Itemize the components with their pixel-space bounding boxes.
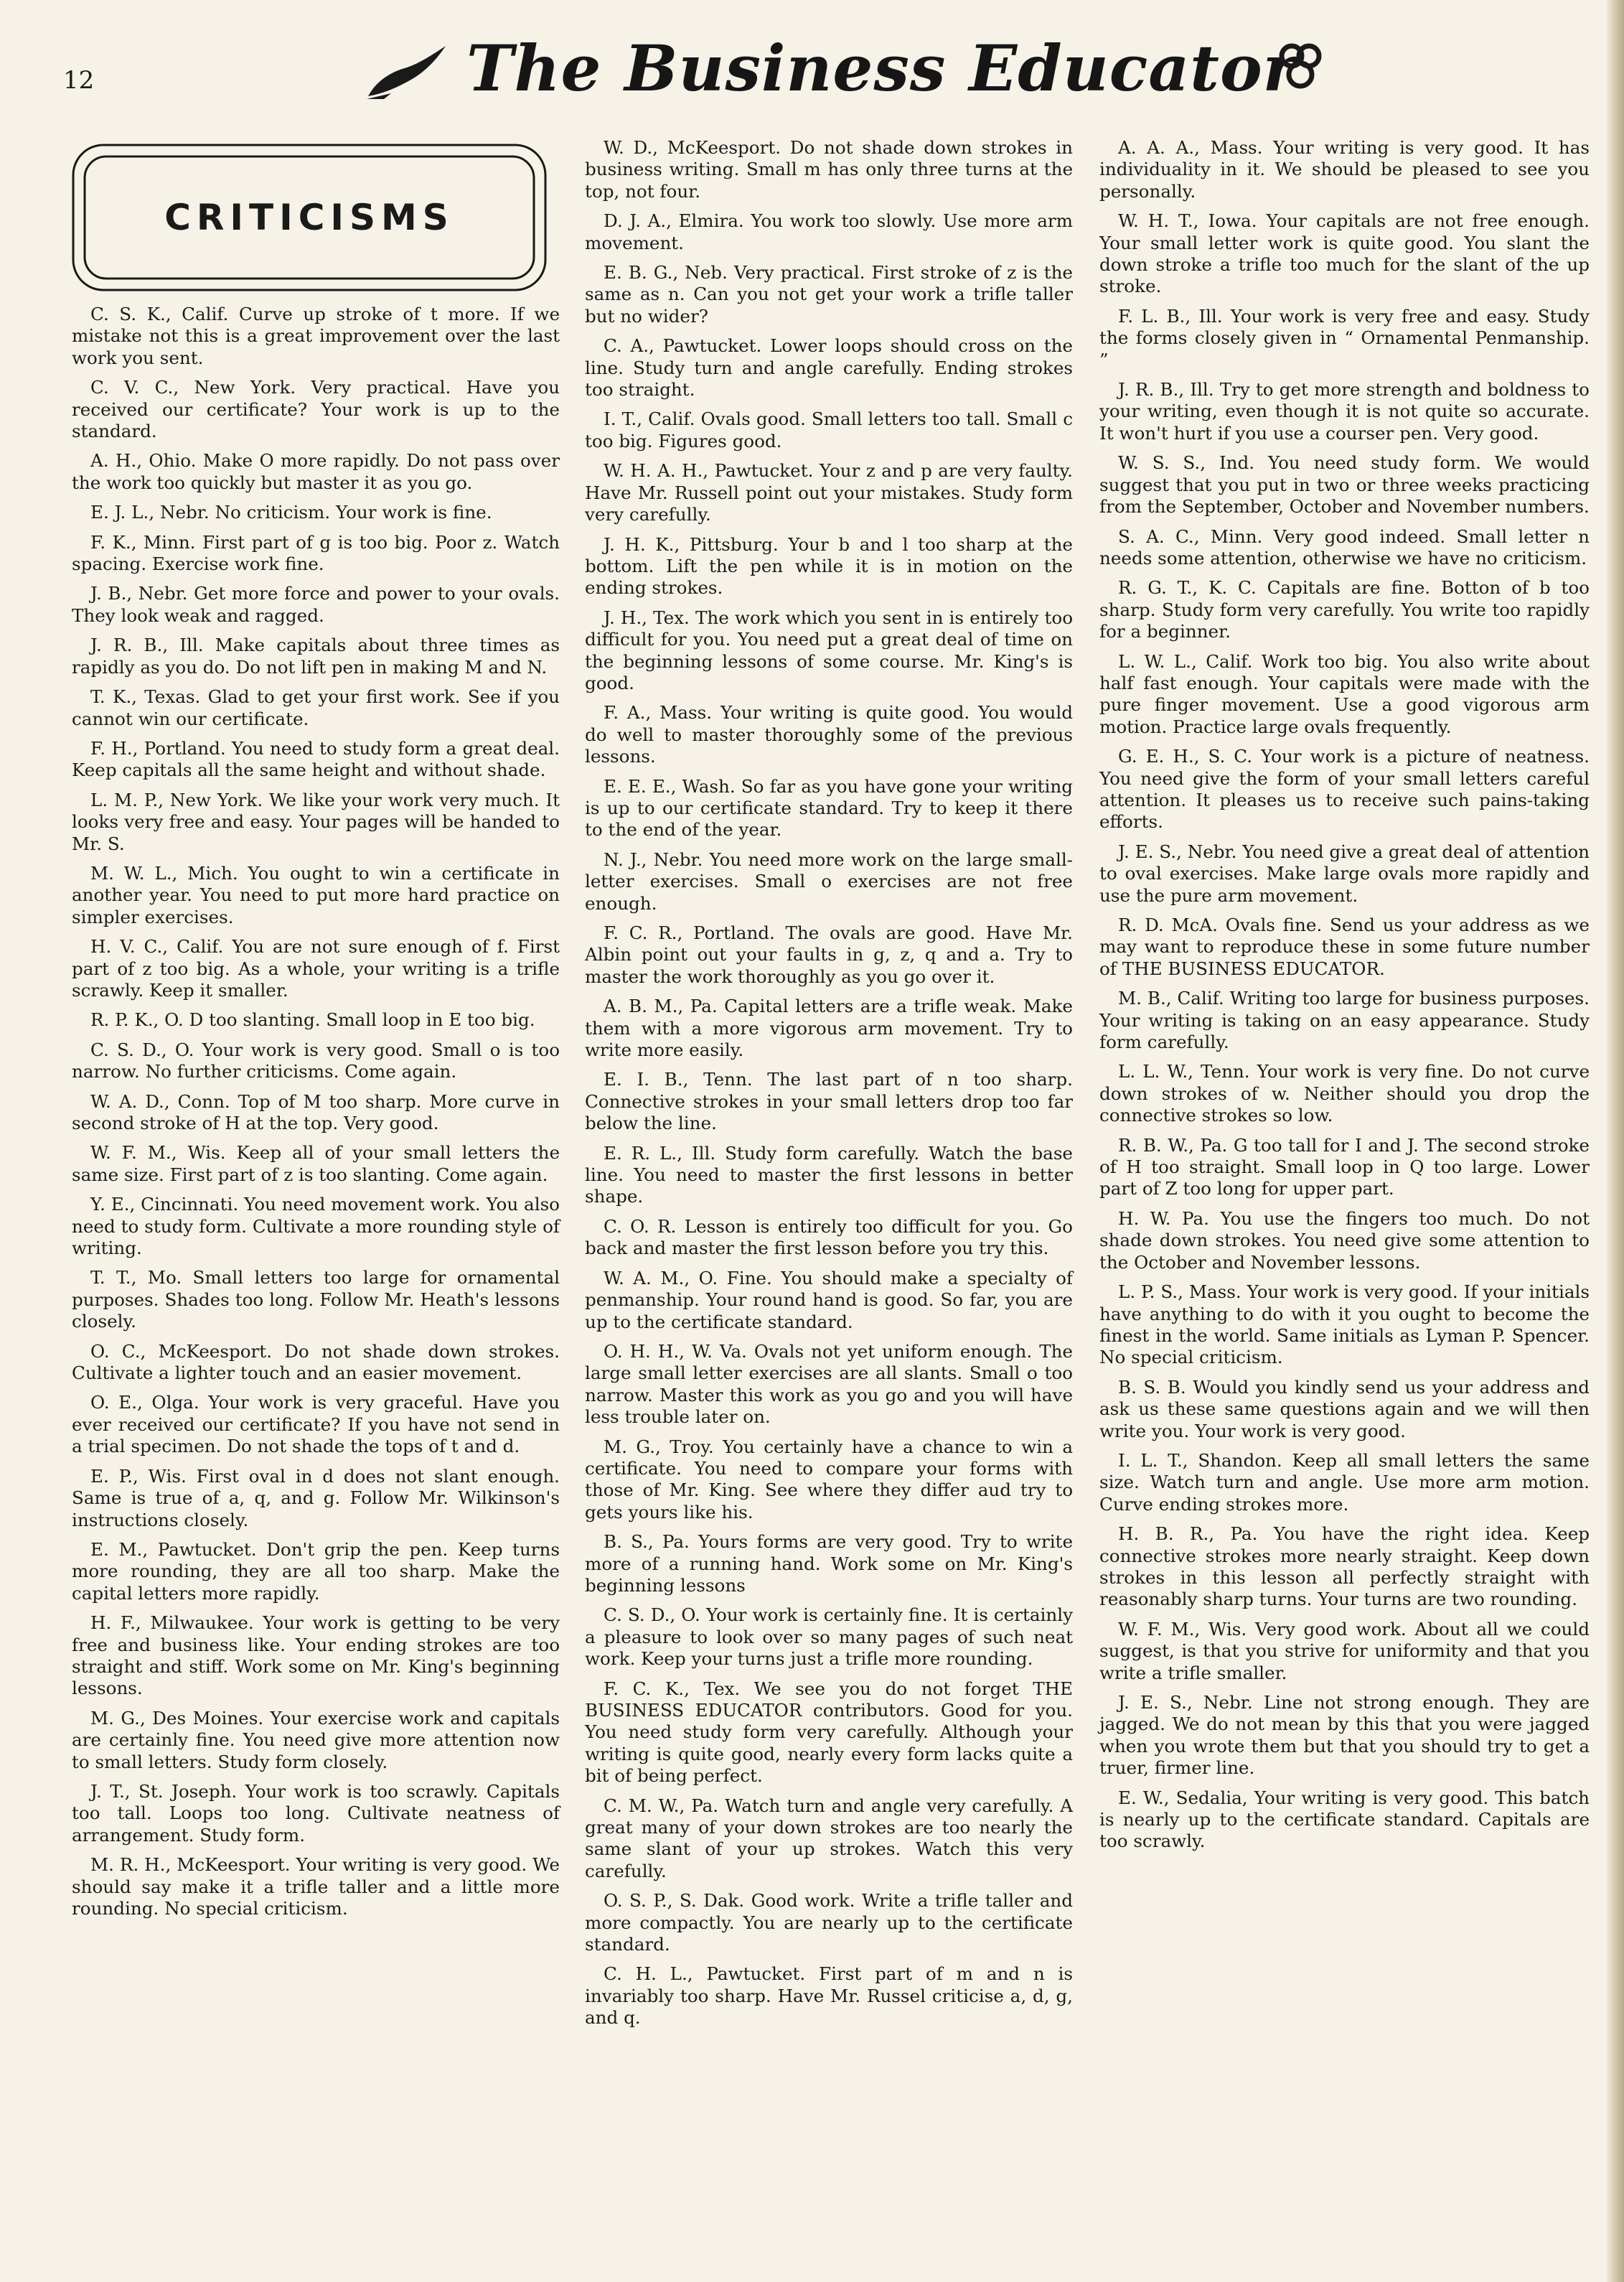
criticism-entry: T. T., Mo. Small letters too large for ornamental purposes. Shades too long. Follow Mr. Heath's lessons closely. bbox=[72, 1267, 560, 1332]
criticism-entry: C. V. C., New York. Very practical. Have you received our certificate? Your work is up to the standard. bbox=[72, 377, 560, 442]
criticism-entry: F. H., Portland. You need to study form a great deal. Keep capitals all the same height and without shade. bbox=[72, 737, 560, 781]
criticism-entry: W. A. D., Conn. Top of M too sharp. More curve in second stroke of H at the top. Very good. bbox=[72, 1090, 560, 1133]
column-3 bbox=[1099, 137, 1590, 1861]
criticism-entry: E. P., Wis. First oval in d does not slant enough. Same is true of a, q, and g. Follow Mr. Wilkinson's instructions closely. bbox=[72, 1465, 560, 1530]
criticism-entry: F. L. B., Ill. Your work is very free and easy. Study the forms closely given in “ Ornamental Penmanship. ” bbox=[1099, 305, 1590, 370]
criticism-entry: W. H. A. H., Pawtucket. Your z and p are very faulty. Have Mr. Russell point out your mistakes. Study form very carefully. bbox=[585, 460, 1073, 525]
criticism-entry: C. S. D., O. Your work is certainly fine. It is certainly a pleasure to look over so many pages of such neat work. Keep your turns just a trifle more rounding. bbox=[585, 1604, 1073, 1670]
criticism-entry: G. E. H., S. C. Your work is a picture of neatness. You need give the form of your small letters careful attention. It pleases us to receive such pains-taking efforts. bbox=[1099, 746, 1590, 833]
criticism-entry: J. H., Tex. The work which you sent in is entirely too difficult for you. You need put a great deal of time on the beginning lessons of some course. Mr. King's is good. bbox=[585, 607, 1073, 693]
criticism-entry: A. A. A., Mass. Your writing is very good. It has individuality in it. We should be pleased to see you personally. bbox=[1099, 137, 1590, 202]
criticism-entry: L. W. L., Calif. Work too big. You also write about half fast enough. Your capitals were made with the pure finger movement. Use a good vigorous arm motion. Practice large ovals frequently. bbox=[1099, 650, 1590, 737]
criticism-entry: M. R. H., McKeesport. Your writing is very good. We should say make it a trifle taller and a little more rounding. No special criticism. bbox=[72, 1854, 560, 1919]
masthead-title: The Business Educator bbox=[466, 31, 1297, 106]
criticism-entry: O. H. H., W. Va. Ovals not yet uniform enough. The large small letter exercises are all slants. Small o too narrow. Master this work as you go and you will have less trouble later on. bbox=[585, 1340, 1073, 1428]
criticism-entry: J. E. S., Nebr. Line not strong enough. They are jagged. We do not mean by this that you were jagged when you wrote them but that you should try to get a truer, firmer line. bbox=[1099, 1692, 1590, 1779]
criticism-entry: M. B., Calif. Writing too large for business purposes. Your writing is taking on an easy appearance. Study form carefully. bbox=[1099, 988, 1590, 1053]
criticism-entry: H. F., Milwaukee. Your work is getting to be very free and business like. Your ending strokes are too straight and stiff. Work some on Mr. King's beginning lessons. bbox=[72, 1612, 560, 1699]
criticism-entry: C. S. D., O. Your work is very good. Small o is too narrow. No further criticisms. Come again. bbox=[72, 1039, 560, 1082]
criticism-entry: E. I. B., Tenn. The last part of n too sharp. Connective strokes in your small letters drop too far below the line. bbox=[585, 1069, 1073, 1134]
criticism-entry: B. S. B. Would you kindly send us your address and ask us these same questions again and we will then write you. Your work is very good. bbox=[1099, 1376, 1590, 1441]
column-1 bbox=[72, 304, 560, 1927]
criticism-entry: I. T., Calif. Ovals good. Small letters too tall. Small c too big. Figures good. bbox=[585, 408, 1073, 452]
criticism-entry: H. W. Pa. You use the fingers too much. Do not shade down strokes. You need give some attention to the October and November lessons. bbox=[1099, 1207, 1590, 1273]
section-title: CRITICISMS bbox=[164, 197, 454, 238]
criticism-entry: E. R. L., Ill. Study form carefully. Watch the base line. You need to master the first lessons in better shape. bbox=[585, 1142, 1073, 1207]
page-number: 12 bbox=[63, 66, 95, 95]
criticism-entry: J. B., Nebr. Get more force and power to your ovals. They look weak and ragged. bbox=[72, 583, 560, 626]
criticism-entry: F. C. R., Portland. The ovals are good. Have Mr. Albin point out your faults in g, z, q and a. Try to master the work thoroughly as you go over it. bbox=[585, 922, 1073, 987]
criticism-entry: R. D. McA. Ovals fine. Send us your address as we may want to reproduce these in some future number of THE BUSINESS EDUCATOR. bbox=[1099, 915, 1590, 979]
column-2 bbox=[585, 137, 1073, 2037]
bbe-monogram-icon bbox=[1276, 42, 1325, 90]
criticism-entry: F. A., Mass. Your writing is quite good. You would do well to master thoroughly some of the previous lessons. bbox=[585, 702, 1073, 767]
criticism-entry: R. B. W., Pa. G too tall for I and J. The second stroke of H too straight. Small loop in Q too large. Lower part of Z too long for upper part. bbox=[1099, 1134, 1590, 1200]
criticism-entry: O. E., Olga. Your work is very graceful. Have you ever received our certificate? If you have not send in a trial specimen. Do not shade the tops of t and d. bbox=[72, 1392, 560, 1457]
criticism-entry: C. M. W., Pa. Watch turn and angle very carefully. A great many of your down strokes are too nearly the same slant of your up strokes. Watch this very carefully. bbox=[585, 1795, 1073, 1881]
criticism-entry: H. V. C., Calif. You are not sure enough of f. First part of z too big. As a whole, your writing is a trifle scrawly. Keep it smaller. bbox=[72, 936, 560, 1001]
criticism-entry: C. O. R. Lesson is entirely too difficult for you. Go back and master the first lesson before you try this. bbox=[585, 1215, 1073, 1259]
criticism-entry: E. M., Pawtucket. Don't grip the pen. Keep turns more rounding, they are all too sharp. Make the capital letters more rapidly. bbox=[72, 1538, 560, 1604]
criticism-entry: F. C. K., Tex. We see you do not forget THE BUSINESS EDUCATOR contributors. Good for you. You need study form very carefully. Although your writing is quite good, nearly every form lacks quite a bit of being perfect. bbox=[585, 1678, 1073, 1787]
criticism-entry: J. R. B., Ill. Try to get more strength and boldness to your writing, even though it is not quite so accurate. It won't hurt if you use a courser pen. Very good. bbox=[1099, 379, 1590, 444]
quill-pen-icon bbox=[362, 43, 449, 100]
criticism-entry: E. W., Sedalia, Your writing is very good. This batch is nearly up to the certificate standard. Capitals are too scrawly. bbox=[1099, 1787, 1590, 1852]
criticism-entry: N. J., Nebr. You need more work on the large small-letter exercises. Small o exercises are not free enough. bbox=[585, 848, 1073, 914]
criticism-entry: I. L. T., Shandon. Keep all small letters the same size. Watch turn and angle. Use more arm motion. Curve ending strokes more. bbox=[1099, 1449, 1590, 1515]
criticism-entry: D. J. A., Elmira. You work too slowly. Use more arm movement. bbox=[585, 210, 1073, 253]
criticism-entry: H. B. R., Pa. You have the right idea. Keep connective strokes more nearly straight. Keep down strokes in this lesson all perfectly straight with reasonably sharp turns. Your turns are two rounding. bbox=[1099, 1523, 1590, 1610]
criticism-entry: L. L. W., Tenn. Your work is very fine. Do not curve down strokes of w. Neither should you drop the connective strokes so low. bbox=[1099, 1061, 1590, 1126]
criticism-entry: L. P. S., Mass. Your work is very good. If your initials have anything to do with it you ought to become the finest in the world. Same initials as Lyman P. Spencer. No special criticism. bbox=[1099, 1281, 1590, 1368]
criticism-entry: A. B. M., Pa. Capital letters are a trifle weak. Make them with a more vigorous arm movement. Try to write more easily. bbox=[585, 996, 1073, 1061]
criticism-entry: C. A., Pawtucket. Lower loops should cross on the line. Study turn and angle carefully. Ending strokes too straight. bbox=[585, 335, 1073, 401]
criticism-entry: J. H. K., Pittsburg. Your b and l too sharp at the bottom. Lift the pen while it is in motion on the ending strokes. bbox=[585, 533, 1073, 599]
criticism-entry: C. H. L., Pawtucket. First part of m and n is invariably too sharp. Have Mr. Russel criticise a, d, g, and q. bbox=[585, 1963, 1073, 2029]
criticisms-title-box bbox=[70, 142, 548, 293]
criticism-entry: J. E. S., Nebr. You need give a great deal of attention to oval exercises. Make large ovals more rapidly and use the pure arm movement. bbox=[1099, 841, 1590, 906]
criticism-entry: W. F. M., Wis. Keep all of your small letters the same size. First part of z is too slanting. Come again. bbox=[72, 1142, 560, 1185]
criticism-entry: O. S. P., S. Dak. Good work. Write a trifle taller and more compactly. You are nearly up to the certificate standard. bbox=[585, 1890, 1073, 1955]
criticism-entry: T. K., Texas. Glad to get your first work. See if you cannot win our certificate. bbox=[72, 686, 560, 729]
criticism-entry: W. D., McKeesport. Do not shade down strokes in business writing. Small m has only three turns at the top, not four. bbox=[585, 137, 1073, 202]
criticism-entry: M. G., Des Moines. Your exercise work and capitals are certainly fine. You need give more attention now to small letters. Study form closely. bbox=[72, 1707, 560, 1772]
criticism-entry: F. K., Minn. First part of g is too big. Poor z. Watch spacing. Exercise work fine. bbox=[72, 531, 560, 575]
criticism-entry: W. A. M., O. Fine. You should make a specialty of penmanship. Your round hand is good. So far, you are up to the certificate standard. bbox=[585, 1267, 1073, 1332]
criticism-entry: J. R. B., Ill. Make capitals about three times as rapidly as you do. Do not lift pen in making M and N. bbox=[72, 635, 560, 678]
criticism-entry: M. W. L., Mich. You ought to win a certificate in another year. You need to put more hard practice on simpler exercises. bbox=[72, 862, 560, 927]
criticism-entry: E. J. L., Nebr. No criticism. Your work is fine. bbox=[90, 502, 492, 523]
criticism-entry: C. S. K., Calif. Curve up stroke of t more. If we mistake not this is a great improvement over the last work you sent. bbox=[72, 304, 560, 368]
criticism-entry: A. H., Ohio. Make O more rapidly. Do not pass over the work too quickly but master it as you go. bbox=[72, 450, 560, 493]
criticism-entry: W. H. T., Iowa. Your capitals are not free enough. Your small letter work is quite good. You slant the down stroke a trifle too much for the slant of the up stroke. bbox=[1099, 210, 1590, 297]
criticism-entry: E. B. G., Neb. Very practical. First stroke of z is the same as n. Can you not get your work a trifle taller but no wider? bbox=[585, 262, 1073, 327]
criticism-entry: M. G., Troy. You certainly have a chance to win a certificate. You need to compare your forms with those of Mr. King. See where they differ aud try to gets yours like his. bbox=[585, 1436, 1073, 1523]
criticism-entry: W. S. S., Ind. You need study form. We would suggest that you put in two or three weeks practicing from the September, October and November numbers. bbox=[1099, 452, 1590, 518]
criticism-entry: W. F. M., Wis. Very good work. About all we could suggest, is that you strive for uniformity and that you write a trifle smaller. bbox=[1099, 1618, 1590, 1683]
criticism-entry: E. E. E., Wash. So far as you have gone your writing is up to our certificate standard. Try to keep it there to the end of the year. bbox=[585, 775, 1073, 841]
criticism-entry: Y. E., Cincinnati. You need movement work. You also need to study form. Cultivate a more rounding style of writing. bbox=[72, 1194, 560, 1259]
criticism-entry: O. C., McKeesport. Do not shade down strokes. Cultivate a lighter touch and an easier movement. bbox=[72, 1340, 560, 1384]
criticism-entry: J. T., St. Joseph. Your work is too scrawly. Capitals too tall. Loops too long. Cultivate neatness of arrangement. Study form. bbox=[72, 1780, 560, 1846]
criticism-entry: R. P. K., O. D too slanting. Small loop in E too big. bbox=[90, 1009, 535, 1031]
criticism-entry: S. A. C., Minn. Very good indeed. Small letter n needs some attention, otherwise we have no criticism. bbox=[1099, 525, 1590, 569]
criticism-entry: L. M. P., New York. We like your work very much. It looks very free and easy. Your pages will be handed to Mr. S. bbox=[72, 789, 560, 854]
page-edge bbox=[1605, 0, 1624, 2282]
criticism-entry: B. S., Pa. Yours forms are very good. Try to write more of a running hand. Work some on Mr. King's beginning lessons bbox=[585, 1531, 1073, 1596]
criticism-entry: R. G. T., K. C. Capitals are fine. Botton of b too sharp. Study form very carefully. You write too rapidly for a beginner. bbox=[1099, 577, 1590, 642]
